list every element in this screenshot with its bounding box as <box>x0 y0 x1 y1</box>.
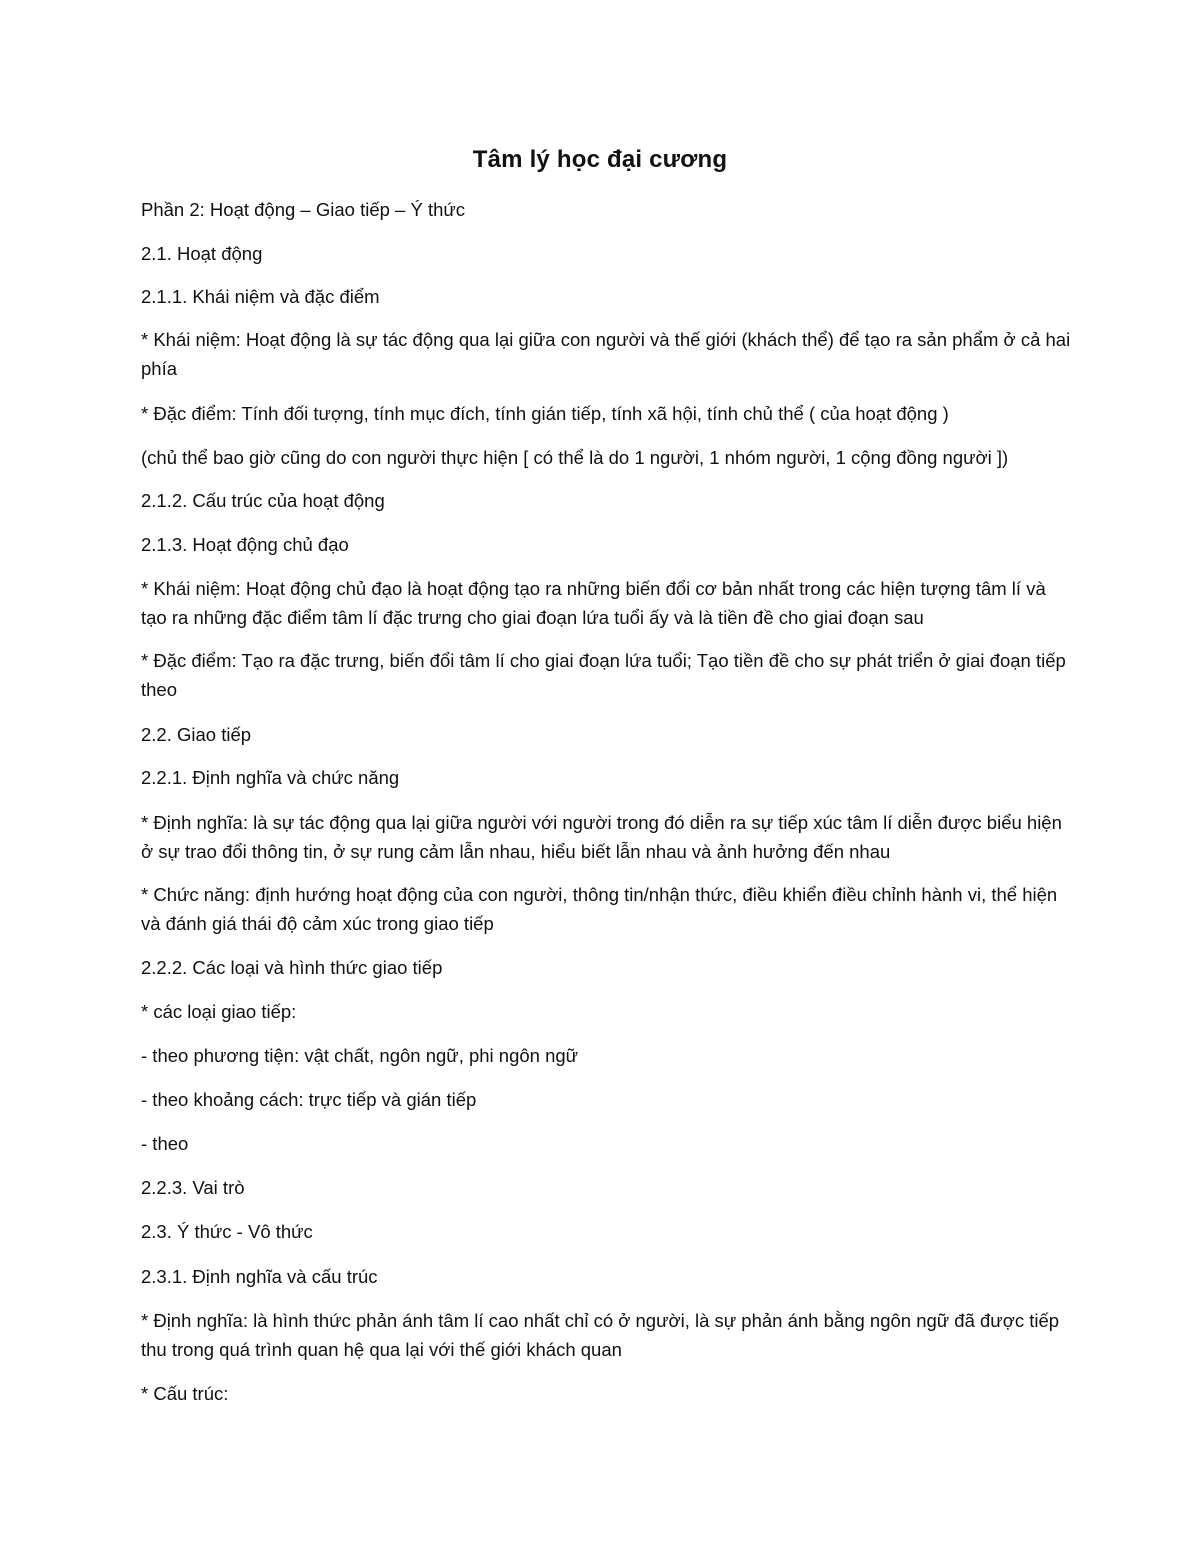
subsection-heading: 2.3.1. Định nghĩa và cấu trúc <box>141 1266 378 1287</box>
body-paragraph: * Định nghĩa: là hình thức phản ánh tâm lí cao nhất chỉ có ở người, là sự phản ánh bằng ngôn ngữ đã được tiếp thu trong quá trình quan hệ qua lại với thế giới khách quan <box>141 1310 1060 1360</box>
body-paragraph: * Khái niệm: Hoạt động là sự tác động qua lại giữa con người và thế giới (khách thể) để tạo ra sản phẩm ở cả hai phía <box>141 329 1071 379</box>
body-paragraph: * Đặc điểm: Tính đối tượng, tính mục đích, tính gián tiếp, tính xã hội, tính chủ thể ( của hoạt động ) <box>141 403 949 424</box>
section-heading: 2.1. Hoạt động <box>141 243 263 264</box>
body-paragraph: * Khái niệm: Hoạt động chủ đạo là hoạt động tạo ra những biến đổi cơ bản nhất trong các hiện tượng tâm lí và tạo ra những đặc điểm tâm lí đặc trưng cho giai đoạn lứa tuổi ấy và là tiền đề cho giai đoạn sau <box>141 578 1046 628</box>
list-item: - theo <box>141 1133 189 1154</box>
list-heading: * các loại giao tiếp: <box>141 1001 297 1022</box>
body-paragraph: * Chức năng: định hướng hoạt động của con người, thông tin/nhận thức, điều khiển điều chỉnh hành vi, thể hiện và đánh giá thái độ cảm xúc trong giao tiếp <box>141 884 1058 934</box>
subsection-heading: 2.1.1. Khái niệm và đặc điểm <box>141 286 380 307</box>
list-item: - theo phương tiện: vật chất, ngôn ngữ, phi ngôn ngữ <box>141 1045 579 1066</box>
subsection-heading: 2.2.3. Vai trò <box>141 1177 245 1198</box>
subsection-heading: 2.2.2. Các loại và hình thức giao tiếp <box>141 957 443 978</box>
list-heading: * Cấu trúc: <box>141 1383 229 1404</box>
section-heading: 2.3. Ý thức - Vô thức <box>141 1221 313 1242</box>
section-heading: 2.2. Giao tiếp <box>141 724 252 745</box>
subsection-heading: 2.2.1. Định nghĩa và chức năng <box>141 767 400 788</box>
body-paragraph: (chủ thể bao giờ cũng do con người thực hiện [ có thể là do 1 người, 1 nhóm người, 1 cộng đồng người ]) <box>141 447 1009 468</box>
document-title: Tâm lý học đại cương <box>472 146 728 173</box>
subsection-heading: 2.1.2. Cấu trúc của hoạt động <box>141 490 385 511</box>
section-heading: Phần 2: Hoạt động – Giao tiếp – Ý thức <box>141 199 466 220</box>
body-paragraph: * Đặc điểm: Tạo ra đặc trưng, biến đổi tâm lí cho giai đoạn lứa tuổi; Tạo tiền đề cho sự phát triển ở giai đoạn tiếp theo <box>141 650 1066 700</box>
subsection-heading: 2.1.3. Hoạt động chủ đạo <box>141 534 349 555</box>
list-item: - theo khoảng cách: trực tiếp và gián tiếp <box>141 1089 477 1110</box>
body-paragraph: * Định nghĩa: là sự tác động qua lại giữa người với người trong đó diễn ra sự tiếp xúc tâm lí diễn được biểu hiện ở sự trao đổi thông tin, ở sự rung cảm lẫn nhau, hiểu biết lẫn nhau và ảnh hưởng đến nhau <box>141 812 1062 862</box>
